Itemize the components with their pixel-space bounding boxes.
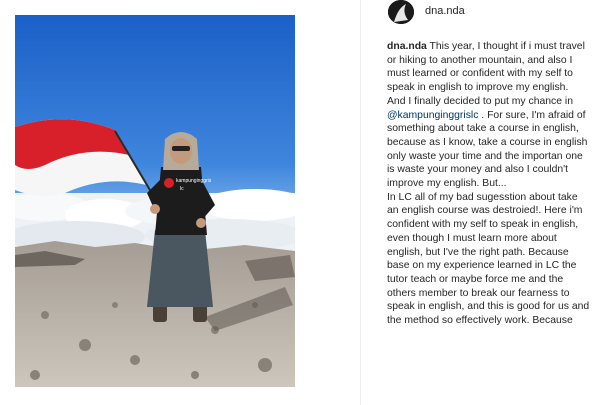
caption-line: And I finally decided to put my chance in — [387, 95, 573, 107]
post-header — [380, 0, 600, 24]
mention-link[interactable]: @kampunginggrislc — [387, 109, 479, 121]
caption-line: In LC all of my bad sugesstion about take — [387, 191, 578, 203]
shirt-logo-text-2: lc — [180, 186, 184, 192]
avatar-icon[interactable] — [388, 0, 414, 24]
caption-line: must learned or confident with my self to — [387, 68, 573, 80]
caption-line: an english course was destroied!. Here i'm — [387, 205, 583, 217]
panel-divider — [360, 0, 361, 405]
caption-username[interactable]: dna.nda — [387, 41, 427, 52]
caption-line: speak in english to improve my english. — [387, 82, 569, 94]
caption-line: confident with my self to speak in english, — [387, 219, 579, 231]
shirt-logo-text: kampunginggris — [176, 178, 212, 184]
caption-line: only waste your time and the importan one — [387, 150, 583, 162]
post-photo[interactable] — [15, 15, 295, 387]
caption-line: even though I must learn more about — [387, 232, 557, 244]
caption-line: something about take a course in english, — [387, 123, 579, 135]
caption-line: base on my experience learned in LC the — [387, 260, 577, 272]
mountain-summit-photo — [15, 15, 295, 387]
post-username[interactable]: dna.nda — [425, 5, 465, 17]
caption-line: speak in english, and this is good for us and — [387, 301, 590, 313]
caption-line: @kampunginggrislc . For sure, I'm afraid of — [387, 109, 586, 121]
caption-line: tutor teach or maybe force me and the — [387, 273, 564, 285]
caption-line: improve my english. But... — [387, 178, 507, 190]
caption-line: dna.nda This year, I thought if i must travel — [387, 41, 585, 52]
caption-line: english, but I've the right path. Because — [387, 246, 569, 258]
caption-line: because as I know, take a course in english — [387, 136, 588, 148]
caption-line: or hiking to another mountain, and also I — [387, 54, 573, 66]
post-caption — [387, 40, 597, 328]
caption-line: others member to break our fearness to — [387, 287, 570, 299]
caption-line: the method so effectively work. Because — [387, 315, 573, 327]
caption-line: is waste your money and also I couldn't — [387, 164, 569, 176]
